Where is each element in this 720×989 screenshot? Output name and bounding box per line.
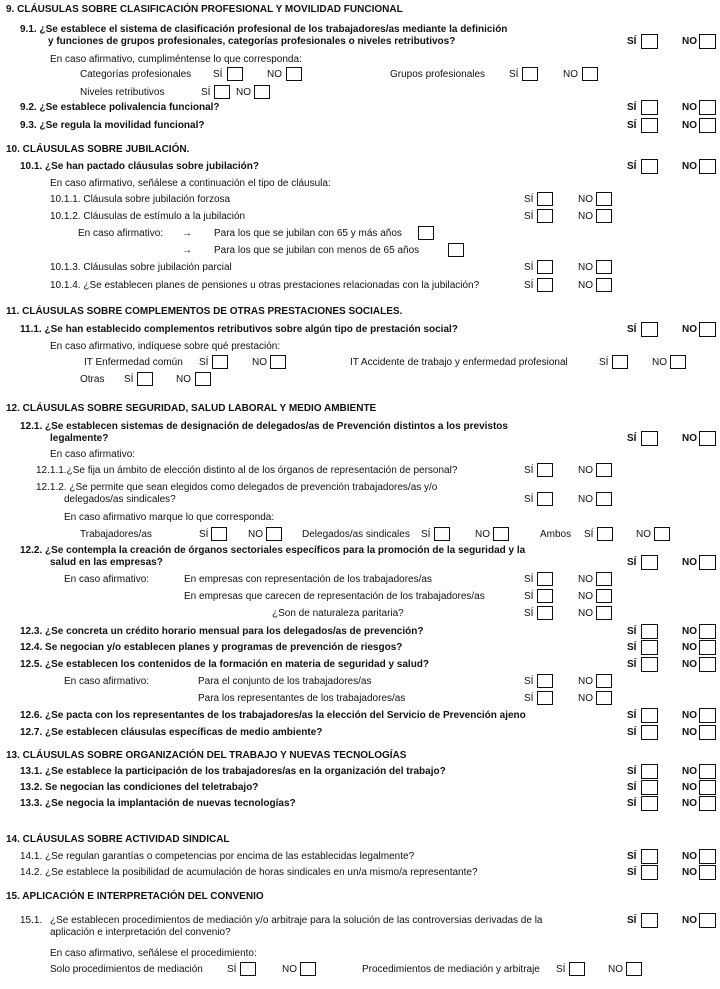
- q13-3-si-label: SÍ: [627, 798, 637, 809]
- q12-6-no-checkbox[interactable]: [699, 708, 716, 723]
- q15-1-no-checkbox[interactable]: [699, 913, 716, 928]
- q13-1-si-checkbox[interactable]: [641, 764, 658, 779]
- i10-1-2-no-checkbox[interactable]: [596, 209, 612, 223]
- option-grupos: Grupos profesionales: [390, 69, 486, 80]
- note-12-b: En caso afirmativo marque lo que corresponda:: [64, 512, 275, 523]
- f2-si-checkbox[interactable]: [537, 691, 553, 705]
- q13-2-no-label: NO: [682, 782, 697, 793]
- item-under-65: Para los que se jubilan con menos de 65 años: [214, 245, 420, 256]
- otras-si-label: SÍ: [124, 374, 134, 385]
- medarb-no-label: NO: [608, 964, 623, 975]
- option-trabajadores: Trabajadores/as: [80, 529, 152, 540]
- q14-1-si-label: SÍ: [627, 851, 637, 862]
- q12-2-si-checkbox[interactable]: [641, 555, 658, 570]
- q12-2-no-label: NO: [682, 557, 697, 568]
- question-13-3: 13.3. ¿Se negocia la implantación de nuevas tecnologías?: [20, 798, 296, 809]
- i10-1-3-si-checkbox[interactable]: [537, 260, 553, 274]
- q9-1-no-checkbox[interactable]: [699, 34, 716, 49]
- medarb-si-label: SÍ: [556, 964, 566, 975]
- item-12-1-1: 12.1.1.¿Se fija un ámbito de elección distinto al de los órganos de representación de personal?: [36, 465, 458, 476]
- i12-1-1-no-checkbox[interactable]: [596, 463, 612, 477]
- question-11-1: 11.1. ¿Se han establecido complementos retributivos sobre algún tipo de prestación social?: [20, 324, 458, 335]
- ambos-si-label: SÍ: [584, 529, 594, 540]
- q12-3-si-label: SÍ: [627, 626, 637, 637]
- question-12-2-line2: salud en las empresas?: [50, 557, 163, 568]
- q9-2-si-checkbox[interactable]: [641, 100, 658, 115]
- med-no-label: NO: [282, 964, 297, 975]
- question-12-3: 12.3. ¿Se concreta un crédito horario mensual para los delegados/as de prevención?: [20, 626, 424, 637]
- q12-3-si-checkbox[interactable]: [641, 624, 658, 639]
- note-12-d: En caso afirmativo:: [64, 676, 150, 687]
- i12-1-2-no-checkbox[interactable]: [596, 492, 612, 506]
- trab-si-checkbox[interactable]: [211, 527, 227, 541]
- q9-2-no-checkbox[interactable]: [699, 100, 716, 115]
- niveles-no-label: NO: [236, 87, 251, 98]
- q13-2-si-checkbox[interactable]: [641, 780, 658, 795]
- e3-si-checkbox[interactable]: [537, 606, 553, 620]
- q12-5-no-checkbox[interactable]: [699, 657, 716, 672]
- q12-5-si-checkbox[interactable]: [641, 657, 658, 672]
- option-mediacion: Solo procedimientos de mediación: [50, 964, 203, 975]
- q10-1-no-checkbox[interactable]: [699, 159, 716, 174]
- q11-1-no-checkbox[interactable]: [699, 322, 716, 337]
- q9-3-si-label: SÍ: [627, 120, 637, 131]
- it-acc-si-checkbox[interactable]: [612, 355, 628, 369]
- section-11-title: 11. CLÁUSULAS SOBRE COMPLEMENTOS DE OTRAS PRESTACIONES SOCIALES.: [6, 306, 403, 317]
- q12-7-no-checkbox[interactable]: [699, 725, 716, 740]
- deleg-si-checkbox[interactable]: [434, 527, 450, 541]
- otras-si-checkbox[interactable]: [137, 372, 153, 386]
- f1-si-checkbox[interactable]: [537, 674, 553, 688]
- q12-5-si-label: SÍ: [627, 659, 637, 670]
- question-9-3: 9.3. ¿Se regula la movilidad funcional?: [20, 120, 205, 131]
- question-12-6: 12.6. ¿Se pacta con los representantes de los trabajadores/as la elección del Servicio de Prevención ajeno: [20, 710, 526, 721]
- q12-3-no-checkbox[interactable]: [699, 624, 716, 639]
- q14-2-si-checkbox[interactable]: [641, 865, 658, 880]
- item-12-1-2-line1: 12.1.2. ¿Se permite que sean elegidos como delegados de prevención trabajadores/as y/o: [36, 482, 438, 493]
- i12-1-1-si-checkbox[interactable]: [537, 463, 553, 477]
- item-12-1-2-line2: delegados/as sindicales?: [64, 494, 176, 505]
- otras-no-label: NO: [176, 374, 191, 385]
- q9-2-no-label: NO: [682, 102, 697, 113]
- q9-2-si-label: SÍ: [627, 102, 637, 113]
- grupos-no-label: NO: [563, 69, 578, 80]
- item-65-plus: Para los que se jubilan con 65 y más años: [214, 228, 402, 239]
- note-11: En caso afirmativo, indíquese sobre qué prestación:: [50, 341, 281, 352]
- question-15-1-number: 15.1.: [20, 915, 43, 926]
- i12-1-1-no-label: NO: [578, 465, 593, 476]
- question-15-1-line1: ¿Se establecen procedimientos de mediación y/o arbitraje para la solución de las controversias derivadas de la: [50, 915, 543, 926]
- q14-1-no-checkbox[interactable]: [699, 849, 716, 864]
- q12-1-no-label: NO: [682, 433, 697, 444]
- question-12-2-line1: 12.2. ¿Se contempla la creación de órganos sectoriales específicos para la promoción de la seguridad y la: [20, 545, 526, 556]
- f1-si-label: SÍ: [524, 676, 534, 687]
- option-mediacion-arbitraje: Procedimientos de mediación y arbitraje: [362, 964, 540, 975]
- arrow-2: →: [182, 245, 192, 256]
- niveles-si-label: SÍ: [201, 87, 211, 98]
- q13-3-no-checkbox[interactable]: [699, 796, 716, 811]
- i10-1-4-no-label: NO: [578, 280, 593, 291]
- i10-1-4-si-checkbox[interactable]: [537, 278, 553, 292]
- i10-1-1-no-checkbox[interactable]: [596, 192, 612, 206]
- question-12-1-line2: legalmente?: [50, 433, 109, 444]
- option-delegados: Delegados/as sindicales: [302, 529, 410, 540]
- q11-1-si-label: SÍ: [627, 324, 637, 335]
- ambos-no-label: NO: [636, 529, 651, 540]
- e1-si-label: SÍ: [524, 574, 534, 585]
- q13-3-si-checkbox[interactable]: [641, 796, 658, 811]
- i10-1-1-si-label: SÍ: [524, 194, 534, 205]
- option-it-accidente: IT Accidente de trabajo y enfermedad profesional: [350, 357, 568, 368]
- e2-si-label: SÍ: [524, 591, 534, 602]
- e1-si-checkbox[interactable]: [537, 572, 553, 586]
- question-9-2: 9.2. ¿Se establece polivalencia funcional?: [20, 102, 220, 113]
- note-9: En caso afirmativo, cumpliméntense lo que corresponda:: [50, 54, 302, 65]
- q12-7-no-label: NO: [682, 727, 697, 738]
- option-otras: Otras: [80, 374, 105, 385]
- arrow-1: →: [182, 228, 192, 239]
- trab-no-checkbox[interactable]: [266, 527, 282, 541]
- note-10: En caso afirmativo, señálese a continuación el tipo de cláusula:: [50, 178, 331, 189]
- otras-no-checkbox[interactable]: [195, 372, 211, 386]
- i12-1-1-si-label: SÍ: [524, 465, 534, 476]
- q12-6-no-label: NO: [682, 710, 697, 721]
- e1-no-checkbox[interactable]: [596, 572, 612, 586]
- q12-6-si-label: SÍ: [627, 710, 637, 721]
- q9-3-si-checkbox[interactable]: [641, 118, 658, 133]
- chk-under-65[interactable]: [448, 243, 464, 257]
- note-12-c: En caso afirmativo:: [64, 574, 150, 585]
- e2-no-checkbox[interactable]: [596, 589, 612, 603]
- med-si-checkbox[interactable]: [240, 962, 256, 976]
- deleg-no-label: NO: [475, 529, 490, 540]
- item-conjunto: Para el conjunto de los trabajadores/as: [198, 676, 372, 687]
- q11-1-si-checkbox[interactable]: [641, 322, 658, 337]
- trab-si-label: SÍ: [199, 529, 209, 540]
- e1-no-label: NO: [578, 574, 593, 585]
- grupos-si-label: SÍ: [509, 69, 519, 80]
- trab-no-label: NO: [248, 529, 263, 540]
- question-12-1-line1: 12.1. ¿Se establecen sistemas de designación de delegados/as de Prevención distintos a los previstos: [20, 421, 508, 432]
- q9-1-si-checkbox[interactable]: [641, 34, 658, 49]
- q12-4-no-label: NO: [682, 642, 697, 653]
- deleg-no-checkbox[interactable]: [493, 527, 509, 541]
- e2-si-checkbox[interactable]: [537, 589, 553, 603]
- q9-3-no-label: NO: [682, 120, 697, 131]
- it-acc-si-label: SÍ: [599, 357, 609, 368]
- it-enf-si-checkbox[interactable]: [212, 355, 228, 369]
- f1-no-checkbox[interactable]: [596, 674, 612, 688]
- i10-1-1-si-checkbox[interactable]: [537, 192, 553, 206]
- e2-no-label: NO: [578, 591, 593, 602]
- q15-1-si-label: SÍ: [627, 915, 637, 926]
- question-12-4: 12.4. Se negocian y/o establecen planes y programas de prevención de riesgos?: [20, 642, 403, 653]
- q14-2-si-label: SÍ: [627, 867, 637, 878]
- it-enf-no-label: NO: [252, 357, 267, 368]
- q9-1-no-label: NO: [682, 36, 697, 47]
- i10-1-1-no-label: NO: [578, 194, 593, 205]
- q12-2-no-checkbox[interactable]: [699, 555, 716, 570]
- q14-1-no-label: NO: [682, 851, 697, 862]
- i10-1-4-no-checkbox[interactable]: [596, 278, 612, 292]
- cat-no-label: NO: [267, 69, 282, 80]
- med-si-label: SÍ: [227, 964, 237, 975]
- e3-no-label: NO: [578, 608, 593, 619]
- q12-1-si-label: SÍ: [627, 433, 637, 444]
- i12-1-2-si-label: SÍ: [524, 494, 534, 505]
- item-10-1-2: 10.1.2. Cláusulas de estímulo a la jubilación: [50, 211, 246, 222]
- i12-1-2-si-checkbox[interactable]: [537, 492, 553, 506]
- it-enf-si-label: SÍ: [199, 357, 209, 368]
- cat-no-checkbox[interactable]: [286, 67, 302, 81]
- option-ambos: Ambos: [540, 529, 572, 540]
- q13-3-no-label: NO: [682, 798, 697, 809]
- i10-1-3-si-label: SÍ: [524, 262, 534, 273]
- q12-3-no-label: NO: [682, 626, 697, 637]
- f2-no-checkbox[interactable]: [596, 691, 612, 705]
- f1-no-label: NO: [578, 676, 593, 687]
- question-13-1: 13.1. ¿Se establece la participación de los trabajadores/as en la organización del trabajo?: [20, 766, 446, 777]
- medarb-si-checkbox[interactable]: [569, 962, 585, 976]
- q13-2-no-checkbox[interactable]: [699, 780, 716, 795]
- q15-1-si-checkbox[interactable]: [641, 913, 658, 928]
- e3-no-checkbox[interactable]: [596, 606, 612, 620]
- med-no-checkbox[interactable]: [300, 962, 316, 976]
- q9-1-si-label: SÍ: [627, 36, 637, 47]
- q15-1-no-label: NO: [682, 915, 697, 926]
- q12-1-no-checkbox[interactable]: [699, 431, 716, 446]
- niveles-no-checkbox[interactable]: [254, 85, 270, 99]
- i10-1-2-si-label: SÍ: [524, 211, 534, 222]
- option-niveles: Niveles retributivos: [80, 87, 165, 98]
- option-it-enfermedad: IT Enfermedad común: [84, 357, 183, 368]
- q13-2-si-label: SÍ: [627, 782, 637, 793]
- question-10-1: 10.1. ¿Se han pactado cláusulas sobre jubilación?: [20, 161, 259, 172]
- cat-si-checkbox[interactable]: [227, 67, 243, 81]
- q13-1-si-label: SÍ: [627, 766, 637, 777]
- note-10-b: En caso afirmativo:: [78, 228, 164, 239]
- grupos-si-checkbox[interactable]: [522, 67, 538, 81]
- it-acc-no-label: NO: [652, 357, 667, 368]
- q14-2-no-checkbox[interactable]: [699, 865, 716, 880]
- medarb-no-checkbox[interactable]: [626, 962, 642, 976]
- niveles-si-checkbox[interactable]: [214, 85, 230, 99]
- section-9-title: 9. CLÁUSULAS SOBRE CLASIFICACIÓN PROFESIONAL Y MOVILIDAD FUNCIONAL: [6, 4, 403, 15]
- q12-4-si-label: SÍ: [627, 642, 637, 653]
- it-enf-no-checkbox[interactable]: [270, 355, 286, 369]
- section-12-title: 12. CLÁUSULAS SOBRE SEGURIDAD, SALUD LABORAL Y MEDIO AMBIENTE: [6, 403, 377, 414]
- question-13-2: 13.2. Se negocian las condiciones del teletrabajo?: [20, 782, 259, 793]
- section-10-title: 10. CLÁUSULAS SOBRE JUBILACIÓN.: [6, 144, 190, 155]
- f2-si-label: SÍ: [524, 693, 534, 704]
- section-15-title: 15. APLICACIÓN E INTERPRETACIÓN DEL CONVENIO: [6, 891, 264, 902]
- q10-1-no-label: NO: [682, 161, 697, 172]
- q12-7-si-checkbox[interactable]: [641, 725, 658, 740]
- i10-1-3-no-checkbox[interactable]: [596, 260, 612, 274]
- option-categorias: Categorías profesionales: [80, 69, 192, 80]
- q12-1-si-checkbox[interactable]: [641, 431, 658, 446]
- chk-65-plus[interactable]: [418, 226, 434, 240]
- i10-1-4-si-label: SÍ: [524, 280, 534, 291]
- question-9-1-line1: 9.1. ¿Se establece el sistema de clasificación profesional de los trabajadores/as mediante la definición: [20, 24, 508, 35]
- e3-si-label: SÍ: [524, 608, 534, 619]
- q13-1-no-label: NO: [682, 766, 697, 777]
- q11-1-no-label: NO: [682, 324, 697, 335]
- i10-1-2-si-checkbox[interactable]: [537, 209, 553, 223]
- item-con-representacion: En empresas con representación de los trabajadores/as: [184, 574, 432, 585]
- section-14-title: 14. CLÁUSULAS SOBRE ACTIVIDAD SINDICAL: [6, 834, 230, 845]
- item-10-1-4: 10.1.4. ¿Se establecen planes de pensiones u otras prestaciones relacionadas con la jubilación?: [50, 280, 480, 291]
- deleg-si-label: SÍ: [421, 529, 431, 540]
- question-15-1-line2: aplicación e interpretación del convenio?: [50, 927, 231, 938]
- q13-1-no-checkbox[interactable]: [699, 764, 716, 779]
- q14-2-no-label: NO: [682, 867, 697, 878]
- i12-1-2-no-label: NO: [578, 494, 593, 505]
- question-14-1: 14.1. ¿Se regulan garantías o competencias por encima de las establecidas legalmente?: [20, 851, 415, 862]
- item-10-1-3: 10.1.3. Cláusulas sobre jubilación parcial: [50, 262, 232, 273]
- item-sin-representacion: En empresas que carecen de representación de los trabajadores/as: [184, 591, 485, 602]
- q12-5-no-label: NO: [682, 659, 697, 670]
- note-15: En caso afirmativo, señálese el procedimiento:: [50, 948, 257, 959]
- q12-7-si-label: SÍ: [627, 727, 637, 738]
- q10-1-si-label: SÍ: [627, 161, 637, 172]
- i10-1-2-no-label: NO: [578, 211, 593, 222]
- q12-4-no-checkbox[interactable]: [699, 640, 716, 655]
- item-10-1-1: 10.1.1. Cláusula sobre jubilación forzosa: [50, 194, 231, 205]
- question-12-5: 12.5. ¿Se establecen los contenidos de la formación en materia de seguridad y salud?: [20, 659, 430, 670]
- q10-1-si-checkbox[interactable]: [641, 159, 658, 174]
- ambos-no-checkbox[interactable]: [654, 527, 670, 541]
- q9-3-no-checkbox[interactable]: [699, 118, 716, 133]
- grupos-no-checkbox[interactable]: [582, 67, 598, 81]
- item-paritaria: ¿Son de naturaleza paritaria?: [272, 608, 404, 619]
- q12-2-si-label: SÍ: [627, 557, 637, 568]
- q12-6-si-checkbox[interactable]: [641, 708, 658, 723]
- question-12-7: 12.7. ¿Se establecen cláusulas específicas de medio ambiente?: [20, 727, 323, 738]
- question-14-2: 14.2. ¿Se establece la posibilidad de acumulación de horas sindicales en un/a mismo/a representante?: [20, 867, 478, 878]
- i10-1-3-no-label: NO: [578, 262, 593, 273]
- cat-si-label: SÍ: [213, 69, 223, 80]
- question-9-1-line2: y funciones de grupos profesionales, categorías profesionales o niveles retributivos?: [48, 36, 456, 47]
- item-representantes: Para los representantes de los trabajadores/as: [198, 693, 406, 704]
- q14-1-si-checkbox[interactable]: [641, 849, 658, 864]
- it-acc-no-checkbox[interactable]: [670, 355, 686, 369]
- ambos-si-checkbox[interactable]: [597, 527, 613, 541]
- q12-4-si-checkbox[interactable]: [641, 640, 658, 655]
- section-13-title: 13. CLÁUSULAS SOBRE ORGANIZACIÓN DEL TRABAJO Y NUEVAS TECNOLOGÍAS: [6, 750, 407, 761]
- f2-no-label: NO: [578, 693, 593, 704]
- note-12: En caso afirmativo:: [50, 449, 136, 460]
